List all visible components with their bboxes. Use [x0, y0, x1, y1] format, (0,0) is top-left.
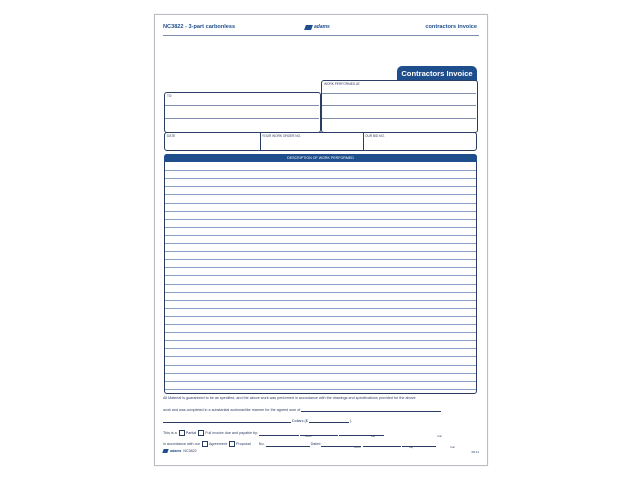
description-box[interactable] [164, 154, 477, 394]
date-label: DATE [167, 134, 176, 138]
description-rule-line [165, 308, 476, 309]
invoice-form-sheet [154, 14, 488, 466]
agreement-checkbox[interactable] [202, 441, 208, 447]
description-rule-line [165, 324, 476, 325]
footer-revision: 08-11 [471, 450, 479, 454]
description-rule-line [165, 373, 476, 374]
work-line-1 [322, 93, 476, 94]
to-label: TO: [167, 94, 173, 98]
bid-no-label: OUR BID NO. [365, 134, 385, 138]
description-rule-line [165, 186, 476, 187]
terms-line-2-text: work and was completed in a substantial workmanlike manner for the agreed sum of [163, 408, 301, 412]
partial-checkbox[interactable] [179, 430, 185, 436]
description-rule-line [165, 284, 476, 285]
dated-label: Dated [310, 441, 321, 446]
due-day-caption: Day [371, 435, 376, 438]
description-rule-line [165, 194, 476, 195]
description-rule-line [165, 348, 476, 349]
proposal-checkbox[interactable] [229, 441, 235, 447]
terms-line-2 [163, 407, 441, 412]
footer-code: NC3822 [183, 449, 197, 453]
footer-adams-logo-icon [162, 449, 168, 453]
due-year-field[interactable] [339, 431, 384, 436]
dated-year-caption: Year [450, 446, 455, 449]
this-is-a-label: This is a [163, 430, 177, 435]
dollars-line [163, 418, 352, 423]
work-performed-at-label: WORK PERFORMED AT: [324, 82, 361, 86]
work-line-3 [322, 118, 476, 119]
order-info-box [164, 132, 477, 151]
to-box[interactable] [164, 92, 321, 133]
description-rule-line [165, 243, 476, 244]
description-rule-line [165, 211, 476, 212]
dated-year-field[interactable] [402, 442, 436, 447]
no-label: No. [258, 441, 265, 446]
terms-line-1: All Material is guaranteed to be as specified, and the above work was performed in accordance with the drawings and specifications provided for the above [163, 396, 416, 400]
description-rule-line [165, 235, 476, 236]
footer-brand: adams [170, 449, 182, 453]
work-performed-at-box[interactable] [321, 80, 478, 133]
description-rule-line [165, 381, 476, 382]
due-year-caption: Year [437, 435, 442, 438]
due-month-caption: Month [305, 435, 312, 438]
description-rule-line [165, 332, 476, 333]
adams-logo-icon [304, 25, 313, 30]
full-invoice-label: Full invoice due and payable by: [205, 430, 258, 435]
proposal-label: Proposal [236, 441, 251, 446]
agreed-sum-field[interactable] [301, 407, 441, 412]
brand-logo [305, 24, 330, 30]
description-rule-line [165, 340, 476, 341]
form-title: contractors invoice [425, 24, 477, 30]
description-rule-line [165, 203, 476, 204]
to-line-1 [165, 105, 319, 106]
description-header: DESCRIPTION OF WORK PERFORMED [164, 154, 477, 162]
description-rule-line [165, 267, 476, 268]
description-rule-line [165, 356, 476, 357]
contractors-invoice-tab: Contractors Invoice [397, 66, 477, 81]
description-rule-line [165, 251, 476, 252]
work-order-no-label: YOUR WORK ORDER NO. [262, 134, 301, 138]
description-rule-line [165, 316, 476, 317]
accordance-label: in accordance with our [163, 441, 200, 446]
form-id: NC3822 - 3-part carbonless [163, 24, 236, 30]
divider-1 [260, 132, 261, 150]
description-rule-line [165, 275, 476, 276]
brand-name: adams [314, 24, 330, 30]
accordance-line [163, 441, 436, 447]
dollars-label: Dollars ($ [292, 419, 308, 423]
divider-2 [363, 132, 364, 150]
description-rule-line [165, 170, 476, 171]
invoice-type-line [163, 430, 384, 436]
full-invoice-checkbox[interactable] [198, 430, 204, 436]
header-divider [163, 35, 479, 36]
dollar-amount-field[interactable] [309, 418, 349, 423]
description-rule-line [165, 219, 476, 220]
footer-logo [163, 449, 197, 453]
amount-words-field[interactable] [163, 418, 291, 423]
to-line-2 [165, 118, 319, 119]
agreement-no-field[interactable] [266, 442, 310, 447]
work-line-2 [322, 105, 476, 106]
description-rule-line [165, 292, 476, 293]
agreement-label: Agreement [208, 441, 227, 446]
dated-month-caption: Month [354, 446, 361, 449]
description-rule-line [165, 300, 476, 301]
description-rule-line [165, 365, 476, 366]
description-rule-line [165, 389, 476, 390]
description-rule-line [165, 227, 476, 228]
dated-day-field[interactable] [363, 442, 401, 447]
description-rule-line [165, 178, 476, 179]
due-month-field[interactable] [259, 431, 299, 436]
dated-day-caption: Day [409, 446, 414, 449]
partial-label: Partial [185, 430, 197, 435]
dollars-close: ). [349, 419, 353, 423]
description-rule-line [165, 259, 476, 260]
